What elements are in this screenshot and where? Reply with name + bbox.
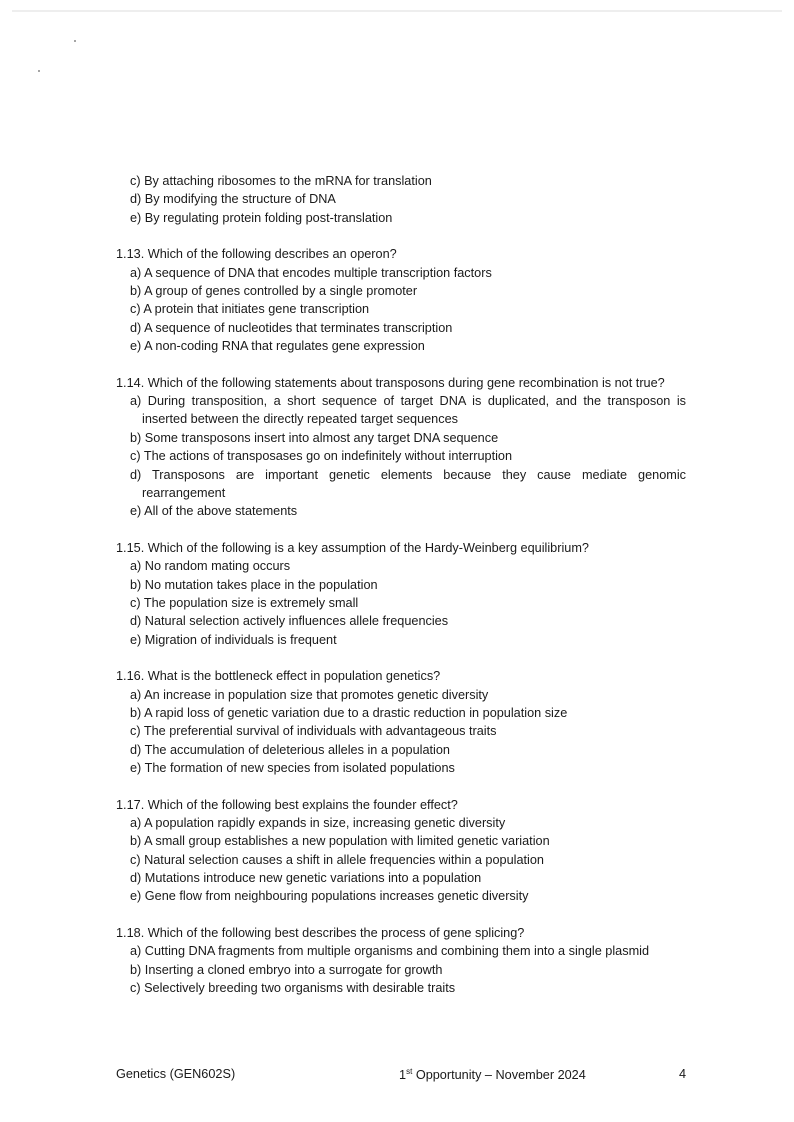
option: a) An increase in population size that promotes genetic diversity (130, 687, 489, 702)
option: e) The formation of new species from isolated populations (130, 761, 455, 775)
option: e) All of the above statements (130, 504, 298, 519)
option: c) The population size is extremely small (130, 595, 359, 610)
footer-opportunity (399, 1067, 586, 1082)
question-text: 1.15. Which of the following is a key assumption of the Hardy-Weinberg equilibrium? (116, 540, 589, 555)
option: b) No mutation takes place in the population (130, 577, 378, 592)
option: d) Mutations introduce new genetic variations into a population (130, 871, 482, 886)
option: b) Some transposons insert into almost any target DNA sequence (130, 430, 499, 445)
option: e) A non-coding RNA that regulates gene expression (130, 339, 425, 354)
option: a) A sequence of DNA that encodes multiple transcription factors (130, 265, 492, 280)
option: e) By regulating protein folding post-translation (130, 210, 393, 225)
option: a) During transposition, a short sequence of target DNA is duplicated, and the transposon is inserted between the directly repeated target sequences (130, 394, 686, 427)
question-block (116, 924, 686, 997)
page-number: 4 (678, 1067, 686, 1081)
option: b) A group of genes controlled by a single promoter (130, 284, 418, 299)
option: d) Transposons are important genetic elements because they cause mediate genomic rearrangement (130, 467, 686, 500)
option: c) The actions of transposases go on indefinitely without interruption (130, 449, 513, 464)
option: e) Migration of individuals is frequent (130, 632, 337, 647)
option: c) Natural selection causes a shift in allele frequencies within a population (130, 852, 544, 867)
option: b) A rapid loss of genetic variation due to a drastic reduction in population size (130, 705, 568, 720)
option: c) By attaching ribosomes to the mRNA for translation (130, 174, 432, 188)
continued-options (116, 172, 686, 227)
option: d) Natural selection actively influences allele frequencies (130, 614, 449, 629)
option: c) A protein that initiates gene transcription (130, 302, 370, 317)
scan-speck (38, 70, 40, 72)
option: a) Cutting DNA fragments from multiple organisms and combining them into a single plasmid (130, 944, 650, 959)
option: b) A small group establishes a new population with limited genetic variation (130, 834, 550, 849)
option: a) A population rapidly expands in size, increasing genetic diversity (130, 816, 506, 831)
option: d) A sequence of nucleotides that terminates transcription (130, 320, 453, 335)
scan-speck (74, 40, 76, 42)
question-block (116, 539, 686, 649)
opportunity-text: Opportunity – November 2024 (412, 1068, 586, 1083)
scan-edge (12, 10, 782, 12)
question-block (116, 667, 686, 777)
opportunity-number: 1 (399, 1068, 407, 1083)
question-text: 1.17. Which of the following best explains the founder effect? (116, 797, 458, 812)
option: d) The accumulation of deleterious alleles in a population (130, 742, 450, 757)
option: c) The preferential survival of individuals with advantageous traits (130, 724, 497, 739)
option: b) Inserting a cloned embryo into a surrogate for growth (130, 962, 443, 977)
option: d) By modifying the structure of DNA (130, 192, 336, 207)
footer-course: Genetics (GEN602S) (116, 1067, 236, 1081)
exam-content (116, 172, 686, 1016)
question-block (116, 374, 686, 521)
question-text: 1.13. Which of the following describes an operon? (116, 247, 397, 262)
option: a) No random mating occurs (130, 559, 291, 574)
question-block (116, 796, 686, 906)
question-text: 1.18. Which of the following best describes the process of gene splicing? (116, 926, 525, 941)
question-text: 1.16. What is the bottleneck effect in population genetics? (116, 669, 441, 684)
option: e) Gene flow from neighbouring populations increases genetic diversity (130, 889, 529, 904)
opportunity-suffix: st (406, 1067, 413, 1076)
option: c) Selectively breeding two organisms with desirable traits (130, 981, 456, 996)
question-block (116, 245, 686, 355)
question-text: 1.14. Which of the following statements about transposons during gene recombination is not true? (116, 375, 665, 390)
